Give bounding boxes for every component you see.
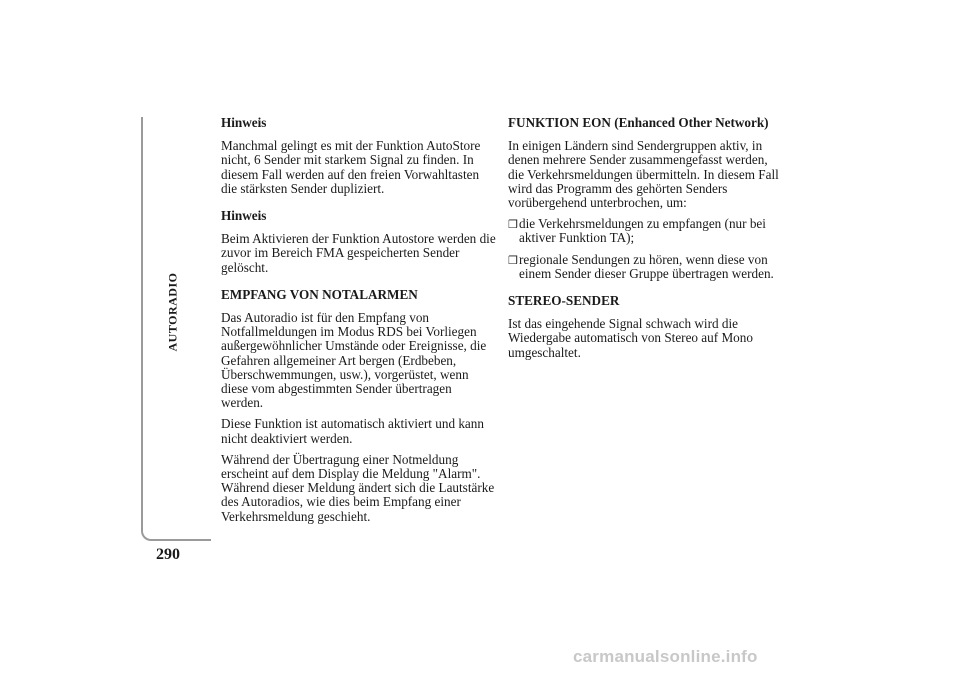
list-item (508, 253, 786, 281)
hinweis-1-heading: Hinweis (221, 115, 267, 130)
stereo-heading: STEREO-SENDER (508, 293, 620, 309)
page-number: 290 (156, 546, 180, 563)
notalarm-paragraph-1: Das Autoradio ist für den Empfang von Notfallmeldungen im Modus RDS bei Vorliegen außergewöhnlicher Umstände oder Ereignisse, die Gefahren allgemeiner Art bergen (Erdbeben, Überschwemmungen, usw.), vorgerüstet, wenn diese vom abgestimmten Sender übertragen werden. (221, 310, 487, 411)
hinweis-2-text: Beim Aktivieren der Funktion Autostore werden die zuvor im Bereich FMA gespeicherten Sender gelöscht. (221, 231, 496, 275)
eon-text: In einigen Ländern sind Sendergruppen aktiv, in denen mehrere Sender zusammengefasst werden, die Verkehrsmeldungen übermitteln. In diesem Fall wird das Programm des gehörten Senders vorübergehend unterbrochen, um: (508, 138, 779, 211)
watermark: carmanualsonline.info (573, 647, 758, 666)
section-tab-label: AUTORADIO (165, 272, 180, 352)
left-column (221, 116, 497, 531)
hinweis-1-text: Manchmal gelingt es mit der Funktion AutoStore nicht, 6 Sender mit starkem Signal zu finden. In diesem Fall werden auf den freien Vorwahltasten die stärksten Sender dupliziert. (221, 138, 481, 196)
list-item-text: regionale Sendungen zu hören, wenn diese von einem Sender dieser Gruppe übertragen werden. (519, 251, 774, 281)
notalarm-paragraph-3: Während der Übertragung einer Notmeldung erscheint auf dem Display die Meldung "Alarm". Während dieser Meldung ändert sich die Lautstärke des Autoradios, wie dies beim Empfang einer Verkehrsmeldung geschieht. (221, 451, 495, 524)
stereo-text: Ist das eingehende Signal schwach wird die Wiedergabe automatisch von Stereo auf Mono umgeschaltet. (508, 316, 753, 360)
list-item-text: die Verkehrsmeldungen zu empfangen (nur bei aktiver Funktion TA); (519, 216, 766, 246)
checkbox-bullet-icon: ❒ (508, 219, 518, 232)
eon-heading: FUNKTION EON (Enhanced Other Network) (508, 115, 769, 130)
right-column (508, 116, 786, 367)
notalarm-paragraph-2: Diese Funktion ist automatisch aktiviert und kann nicht deaktiviert werden. (221, 416, 484, 446)
list-item (508, 217, 786, 245)
notalarm-heading: EMPFANG VON NOTALARMEN (221, 286, 418, 302)
hinweis-2-heading: Hinweis (221, 208, 267, 224)
checkbox-bullet-icon: ❒ (508, 254, 518, 267)
